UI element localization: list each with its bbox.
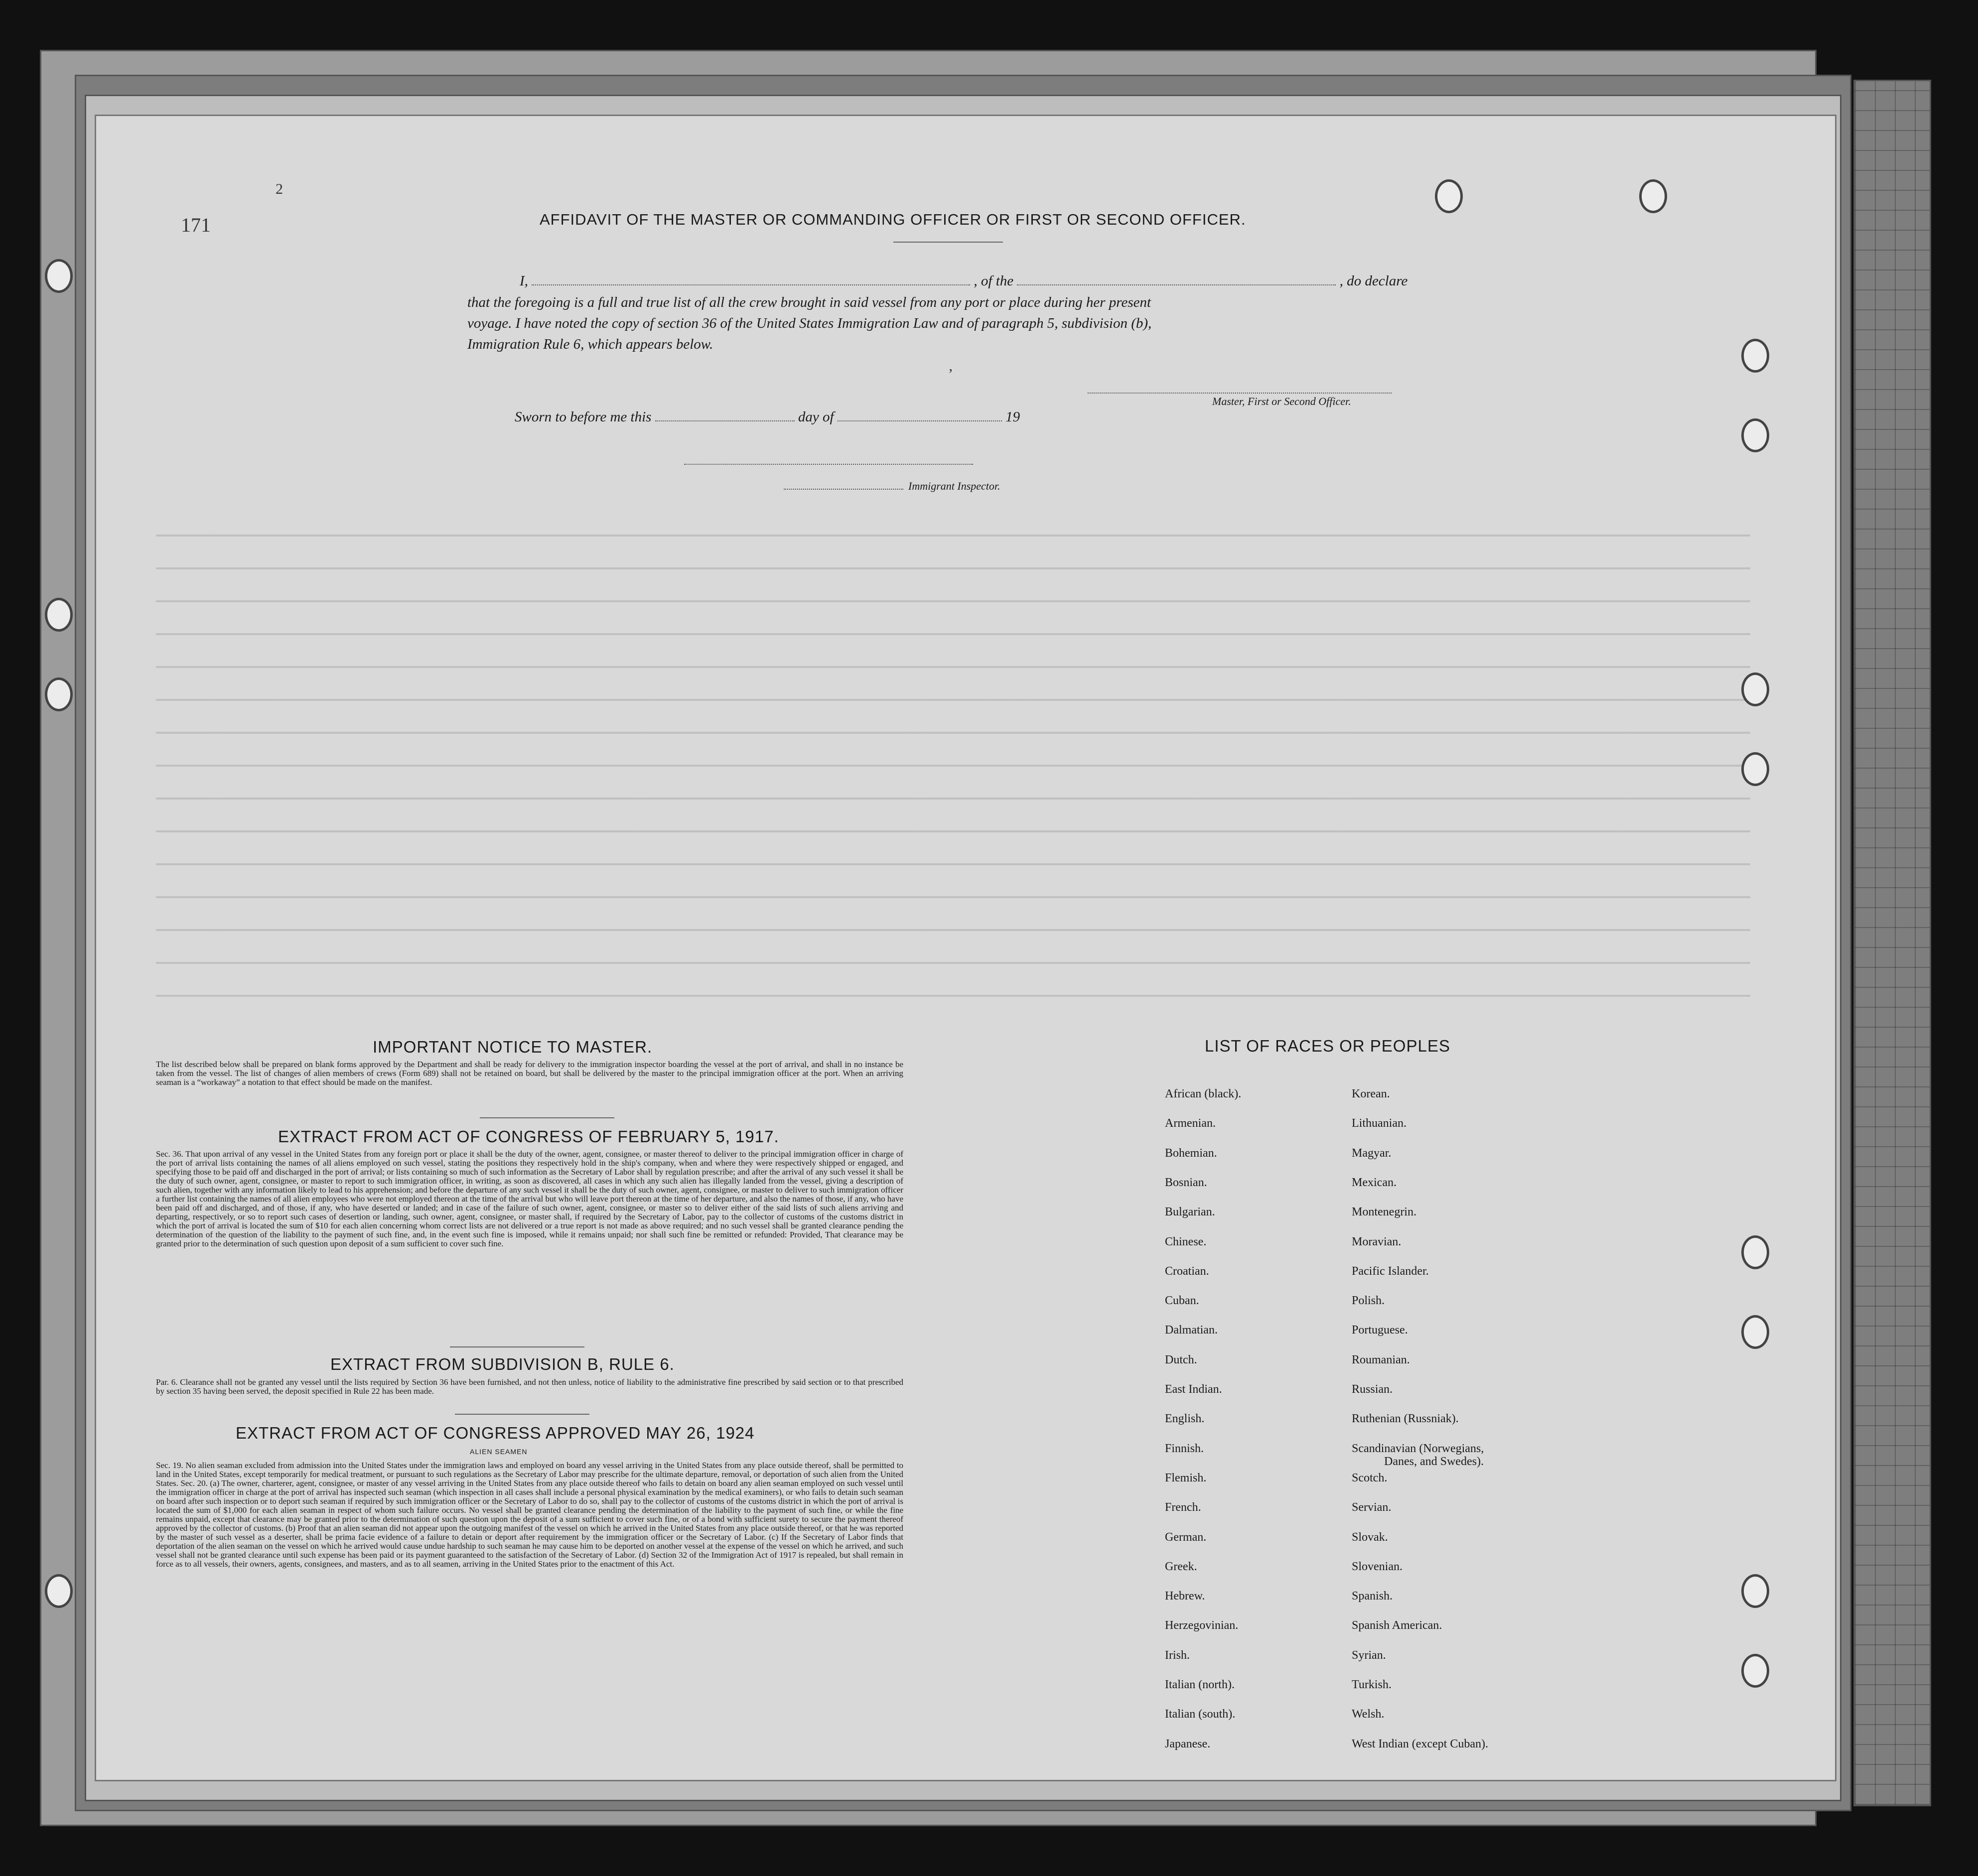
race-item: Spanish. bbox=[1352, 1590, 1393, 1603]
race-item: Finnish. bbox=[1165, 1442, 1204, 1455]
race-item: Dalmatian. bbox=[1165, 1324, 1218, 1337]
race-item: Korean. bbox=[1352, 1087, 1390, 1100]
race-item: Bulgarian. bbox=[1165, 1206, 1215, 1219]
race-item: Slovak. bbox=[1352, 1530, 1388, 1544]
race-item: Irish. bbox=[1165, 1648, 1190, 1662]
rule6-heading: EXTRACT FROM SUBDIVISION B, RULE 6. bbox=[330, 1355, 675, 1373]
race-continuation: Danes, and Swedes). bbox=[1384, 1455, 1484, 1468]
sworn-line bbox=[515, 409, 1020, 425]
punch-hole bbox=[45, 1574, 73, 1608]
ledger-grid-edge bbox=[1853, 80, 1931, 1806]
race-item: African (black). bbox=[1165, 1087, 1242, 1100]
signature-line bbox=[1088, 393, 1392, 394]
race-item: Scandinavian (Norwegians, bbox=[1352, 1442, 1484, 1455]
affidavit-line1 bbox=[520, 273, 1408, 289]
divider-2 bbox=[450, 1346, 584, 1347]
races-heading: LIST OF RACES OR PEOPLES bbox=[1205, 1037, 1450, 1055]
affidavit-declare: , do declare bbox=[1339, 273, 1408, 289]
punch-hole bbox=[1741, 339, 1769, 373]
notice-text: The list described below shall be prepared on blank forms approved by the Department and shall be ready for delivery to the immigration inspector boarding the vessel at the port of arrival, and shall in no instance be taken from the vessel. The list of changes of alien members of crews (Form 689) shall not be retained on board, but shall be delivered by the master to the principal immigration officer at the port. When an arriving seaman is a “workaway” a notation to that effect should be made on the manifest. bbox=[156, 1060, 903, 1087]
punch-hole bbox=[1741, 752, 1769, 786]
rule6-text: Par. 6. Clearance shall not be granted any vessel until the lists required by Section 36 have been furnished, and not then unless, notice of liability to the administrative fine prescribed by said section or to that prescribed by section 35 having been served, the deposit specified in Rule 22 has been made. bbox=[156, 1377, 903, 1396]
notice-heading: IMPORTANT NOTICE TO MASTER. bbox=[373, 1038, 653, 1056]
day-of-text: day of bbox=[798, 409, 834, 425]
punch-hole bbox=[45, 677, 73, 711]
race-item: Bosnian. bbox=[1165, 1176, 1207, 1189]
race-item: Slovenian. bbox=[1352, 1560, 1403, 1573]
punch-hole bbox=[1741, 1574, 1769, 1608]
vessel-blank[interactable] bbox=[1017, 284, 1336, 285]
punch-hole bbox=[1741, 1315, 1769, 1349]
inspector-label: Immigrant Inspector. bbox=[908, 480, 1000, 492]
affidavit-line2: that the foregoing is a full and true list of all the crew brought in said vessel from any port or place during her present bbox=[467, 294, 1151, 310]
race-item: Welsh. bbox=[1352, 1708, 1385, 1721]
act-1924-subheading: ALIEN SEAMEN bbox=[470, 1448, 528, 1456]
race-item: Turkish. bbox=[1352, 1678, 1392, 1691]
punch-hole bbox=[45, 259, 73, 293]
affidavit-line4: Immigration Rule 6, which appears below. bbox=[467, 336, 713, 352]
race-item: Roumanian. bbox=[1352, 1353, 1410, 1366]
race-item: Italian (north). bbox=[1165, 1678, 1235, 1691]
race-item: Cuban. bbox=[1165, 1294, 1199, 1308]
punch-hole bbox=[45, 598, 73, 632]
race-item: Croatian. bbox=[1165, 1264, 1209, 1278]
act-1917-heading: EXTRACT FROM ACT OF CONGRESS OF FEBRUARY 5, 1917. bbox=[278, 1127, 779, 1146]
year-prefix: 19 bbox=[1005, 409, 1020, 425]
race-item: Scotch. bbox=[1352, 1471, 1388, 1484]
race-item: Portuguese. bbox=[1352, 1324, 1408, 1337]
top-number: 2 bbox=[276, 181, 283, 197]
race-item: Lithuanian. bbox=[1352, 1117, 1407, 1130]
race-item: Servian. bbox=[1352, 1501, 1392, 1514]
race-item: Russian. bbox=[1352, 1383, 1393, 1396]
race-item: Magyar. bbox=[1352, 1146, 1392, 1160]
sworn-text: Sworn to before me this bbox=[515, 409, 652, 425]
bleed-through-texture bbox=[156, 505, 1750, 1028]
race-item: Bohemian. bbox=[1165, 1146, 1217, 1160]
race-item: Chinese. bbox=[1165, 1235, 1207, 1248]
affidavit-line3: voyage. I have noted the copy of section 36 of the United States Immigration Law and of paragraph 5, subdivision (b), bbox=[467, 315, 1152, 331]
affidavit-of-the: , of the bbox=[974, 273, 1014, 289]
act-1924-text: Sec. 19. No alien seaman excluded from admission into the United States under the immigration laws and employed on board any vessel arriving in the United States from any place outside thereof, shall be permitted to land in the United States, except temporarily for medical treatment, or pursuant to such regulations as the Secretary of Labor may prescribe for the ultimate departure, removal, or deportation of such alien from the United States. Sec. 20. (a) The owner, charterer, agent, consignee, or master of any vessel arriving in the United States from any place outside thereof who fails to detain on board any alien seaman employed on such vessel until the immigration officer in charge at the port of arrival has inspected such seaman (which inspection in all cases shall include a personal physical examination by the medical examiners), or who fails to detain such seaman on board after such inspection or to deport such seaman if required by such immigration officer or the Secretary of Labor to do so, shall pay to the collector of customs of the customs district in which the port of arrival is located the sum of $1,000 for each alien seaman in respect of whom such failure occurs. No vessel shall be granted clearance pending the determination of the liability to the payment of such fine, or while the fine remains unpaid, except that clearance may be granted prior to the determination of such question upon the deposit of a sum sufficient to cover such fine, or of a bond with sufficient surety to secure the payment thereof approved by the collector of customs. (b) Proof that an alien seaman did not appear upon the outgoing manifest of the vessel on which he arrived in the United States from any place outside thereof, or that he was reported by the master of such vessel as a deserter, shall be prima facie evidence of a failure to detain or deport after requirement by the immigration officer or the Secretary of Labor. (c) If the Secretary of Labor finds that deportation of the alien seaman on the vessel on which he arrived would cause undue hardship to such seaman he may cause him to be deported on another vessel at the expense of the vessel on which he arrived, and such vessel shall not be granted clearance until such expense has been paid or its payment guaranteed to the satisfaction of the Secretary of Labor. (d) Section 32 of the Immigration Act of 1917 is repealed, but shall remain in force as to all vessels, their owners, agents, consignees, and masters, and as to all seamen, arriving in the United States prior to the enactment of this Act. bbox=[156, 1461, 903, 1569]
heading-underline bbox=[893, 242, 1003, 243]
document-page bbox=[95, 115, 1837, 1781]
race-item: Greek. bbox=[1165, 1560, 1197, 1573]
punch-hole bbox=[1639, 179, 1667, 213]
punch-hole bbox=[1741, 418, 1769, 452]
race-item: Mexican. bbox=[1352, 1176, 1397, 1189]
act-1924-heading: EXTRACT FROM ACT OF CONGRESS APPROVED MAY 26, 1924 bbox=[236, 1424, 755, 1442]
punch-hole bbox=[1741, 1235, 1769, 1269]
affidavit-i: I, bbox=[520, 273, 528, 289]
name-blank[interactable] bbox=[532, 284, 970, 285]
race-item: German. bbox=[1165, 1530, 1207, 1544]
inspector-short-line bbox=[784, 489, 903, 490]
race-item: French. bbox=[1165, 1501, 1201, 1514]
month-blank[interactable] bbox=[838, 420, 1002, 421]
punch-hole bbox=[1435, 179, 1463, 213]
race-item: Armenian. bbox=[1165, 1117, 1216, 1130]
race-item: West Indian (except Cuban). bbox=[1352, 1737, 1488, 1750]
inspector-signature-line bbox=[684, 464, 973, 465]
race-item: Herzegovinian. bbox=[1165, 1619, 1239, 1632]
race-item: Japanese. bbox=[1165, 1737, 1211, 1750]
race-item: Hebrew. bbox=[1165, 1590, 1205, 1603]
act-1917-text: Sec. 36. That upon arrival of any vessel in the United States from any foreign port or place it shall be the duty of the owner, agent, consignee, or master thereof to deliver to the principal immigration officer in charge of the port of arrival lists containing the names of all aliens employed on such vessel, stating the positions they respectively hold in the ship's company, when and where they were respectively shipped or engaged, and specifying those to be paid off and discharged in the port of arrival; or lists containing so much of such information as the Secretary of Labor shall by regulation prescribe; and after the arrival of any such vessel it shall be the duty of such owner, agent, consignee, or master to report to such immigration officer, in writing, as soon as discovered, all cases in which any such alien has illegally landed from the vessel, giving a description of such alien, together with any information likely to lead to his apprehension; and before the departure of any such vessel it shall be the duty of such owner, agent, consignee, or master to deliver to such immigration officer a further list containing the names of all alien employees who were not employed thereon at the time of the arrival but who will leave port thereon at the time of her departure, and also the names of those, if any, who have been paid off and discharged, and of those, if any, who have deserted or landed; and in case of the failure of such owner, agent, consignee, or master so to deliver either of the said lists of such aliens arriving and departing, respectively, or so to report such cases of desertion or landing, such owner, agent, consignee, or master shall, if required by the Secretary of Labor, pay to the collector of customs of the customs district in which the port of arrival is located the sum of $10 for each alien concerning whom correct lists are not delivered or a true report is not made as above required; and no such vessel shall be granted clearance pending the determination of the question of the liability to the payment of such fine, and, in the event such fine is imposed, while it remains unpaid; nor shall such fine be remitted or refunded: Provided, That clearance may be granted prior to the determination of such question upon deposit of a sum sufficient to cover such fine. bbox=[156, 1149, 903, 1248]
race-item: Pacific Islander. bbox=[1352, 1264, 1429, 1278]
race-item: Montenegrin. bbox=[1352, 1206, 1416, 1219]
divider-3 bbox=[455, 1414, 589, 1415]
race-item: Moravian. bbox=[1352, 1235, 1402, 1248]
punch-hole bbox=[1741, 1654, 1769, 1688]
affidavit-heading: AFFIDAVIT OF THE MASTER OR COMMANDING OFFICER OR FIRST OR SECOND OFFICER. bbox=[540, 211, 1246, 228]
race-item: Italian (south). bbox=[1165, 1708, 1236, 1721]
race-item: Polish. bbox=[1352, 1294, 1385, 1308]
divider-1 bbox=[480, 1117, 614, 1118]
race-item: East Indian. bbox=[1165, 1383, 1222, 1396]
day-blank[interactable] bbox=[655, 420, 795, 421]
race-item: Dutch. bbox=[1165, 1353, 1197, 1366]
corner-number: 171 bbox=[181, 214, 211, 236]
punch-hole bbox=[1741, 672, 1769, 706]
race-item: English. bbox=[1165, 1412, 1205, 1426]
race-item: Ruthenian (Russniak). bbox=[1352, 1412, 1459, 1426]
race-item: Flemish. bbox=[1165, 1471, 1207, 1484]
signature-label: Master, First or Second Officer. bbox=[1212, 395, 1351, 407]
scribble-mark: ‚ bbox=[948, 358, 953, 374]
race-item: Syrian. bbox=[1352, 1648, 1386, 1662]
race-item: Spanish American. bbox=[1352, 1619, 1442, 1632]
